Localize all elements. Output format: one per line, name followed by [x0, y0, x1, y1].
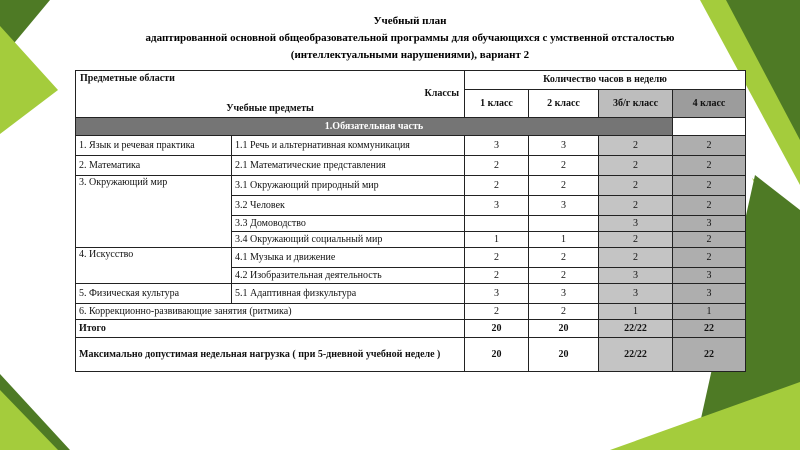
- table-row: [76, 284, 746, 304]
- hours-cell: 3: [673, 284, 746, 304]
- max-load-cell: 20: [529, 338, 599, 372]
- hours-cell: 2: [529, 176, 599, 196]
- hours-cell: 2: [465, 176, 529, 196]
- section-header-row: [76, 118, 746, 136]
- table-row: [76, 304, 746, 320]
- green-shape-bottom-left-lime: [0, 390, 58, 450]
- hours-cell: 2: [673, 232, 746, 248]
- hours-cell: 2: [465, 156, 529, 176]
- hours-cell: 3: [599, 216, 673, 232]
- total-label: Итого: [76, 320, 465, 338]
- subject-cell: 3.2 Человек: [232, 196, 465, 216]
- hours-cell: 2: [599, 136, 673, 156]
- total-cell: 22/22: [599, 320, 673, 338]
- header-class-1: 1 класс: [465, 90, 529, 118]
- green-shape-top-left-lime: [0, 26, 58, 134]
- header-class-4: 4 класс: [673, 90, 746, 118]
- subject-area-cell: 5. Физическая культура: [76, 284, 232, 304]
- hours-cell: 3: [465, 196, 529, 216]
- subject-cell: 3.1 Окружающий природный мир: [232, 176, 465, 196]
- hours-cell: 3: [465, 284, 529, 304]
- table-row: [76, 156, 746, 176]
- subject-cell: 2.1 Математические представления: [232, 156, 465, 176]
- table-row: [76, 136, 746, 156]
- max-load-label: Максимально допустимая недельная нагрузка ( при 5-дневной учебной неделе ): [76, 338, 465, 372]
- hours-cell: 3: [673, 268, 746, 284]
- hours-cell: 1: [599, 304, 673, 320]
- hours-cell: 3: [529, 196, 599, 216]
- hours-cell: 1: [465, 232, 529, 248]
- hours-cell: 2: [673, 156, 746, 176]
- hours-cell: 3: [529, 136, 599, 156]
- subject-cell: 4.1 Музыка и движение: [232, 248, 465, 268]
- hours-cell: 2: [599, 232, 673, 248]
- hours-cell: 2: [529, 268, 599, 284]
- slide-title-line-1: Учебный план: [373, 15, 447, 27]
- hours-cell: 1: [529, 232, 599, 248]
- subject-area-cell: 4. Искусство: [76, 248, 232, 284]
- hours-cell: 2: [529, 304, 599, 320]
- header-class-2: 2 класс: [529, 90, 599, 118]
- green-shape-bottom-right-lime: [610, 382, 800, 450]
- hours-cell: 2: [599, 248, 673, 268]
- table-row: [76, 248, 746, 268]
- subject-cell: 4.2 Изобразительная деятельность: [232, 268, 465, 284]
- max-load-row: [76, 338, 746, 372]
- max-load-cell: 22: [673, 338, 746, 372]
- hours-cell: 3: [465, 136, 529, 156]
- slide-title-line-3: (интеллектуальными нарушениями), вариант 2: [290, 49, 530, 61]
- total-row: [76, 320, 746, 338]
- subject-cell: 3.3 Домоводство: [232, 216, 465, 232]
- subject-area-cell: 1. Язык и речевая практика: [76, 136, 232, 156]
- hours-cell: 2: [529, 156, 599, 176]
- correction-classes-label: 6. Коррекционно-развивающие занятия (ритмика): [76, 304, 465, 320]
- header-subjects-label: Учебные предметы: [226, 103, 314, 114]
- hours-cell: 3: [599, 268, 673, 284]
- header-hours-per-week: Количество часов в неделю: [465, 71, 746, 90]
- hours-cell: [465, 216, 529, 232]
- hours-cell: [529, 216, 599, 232]
- hours-cell: 3: [599, 284, 673, 304]
- hours-cell: 2: [673, 248, 746, 268]
- header-areas-subjects-cell: [76, 71, 465, 118]
- hours-cell: 2: [529, 248, 599, 268]
- hours-cell: 2: [465, 248, 529, 268]
- max-load-cell: 20: [465, 338, 529, 372]
- hours-cell: 2: [673, 196, 746, 216]
- hours-cell: 2: [465, 268, 529, 284]
- header-subject-areas-label: Предметные области: [80, 73, 175, 84]
- subject-cell: 5.1 Адаптивная физкультура: [232, 284, 465, 304]
- table-row: [76, 176, 746, 196]
- hours-cell: 1: [673, 304, 746, 320]
- curriculum-table: [75, 70, 746, 372]
- slide-title: [75, 13, 745, 64]
- total-cell: 20: [465, 320, 529, 338]
- hours-cell: 3: [529, 284, 599, 304]
- table-header-row-1: [76, 71, 746, 90]
- hours-cell: 2: [673, 136, 746, 156]
- section-header-mandatory-part: 1.Обязательная часть: [76, 118, 673, 136]
- slide-title-line-2: адаптированной основной общеобразовательной программы для обучающихся с умственной отсталостью: [145, 32, 675, 44]
- total-cell: 22: [673, 320, 746, 338]
- header-class-3bg: 3б/г класс: [599, 90, 673, 118]
- hours-cell: 3: [673, 216, 746, 232]
- slide-content: [75, 13, 745, 372]
- hours-cell: 2: [673, 176, 746, 196]
- section-header-tail-cell: [673, 118, 746, 136]
- max-load-cell: 22/22: [599, 338, 673, 372]
- hours-cell: 2: [599, 196, 673, 216]
- subject-cell: 3.4 Окружающий социальный мир: [232, 232, 465, 248]
- header-classes-label: Классы: [424, 88, 459, 99]
- total-cell: 20: [529, 320, 599, 338]
- subject-cell: 1.1 Речь и альтернативная коммуникация: [232, 136, 465, 156]
- hours-cell: 2: [465, 304, 529, 320]
- subject-area-cell: 3. Окружающий мир: [76, 176, 232, 248]
- hours-cell: 2: [599, 156, 673, 176]
- subject-area-cell: 2. Математика: [76, 156, 232, 176]
- hours-cell: 2: [599, 176, 673, 196]
